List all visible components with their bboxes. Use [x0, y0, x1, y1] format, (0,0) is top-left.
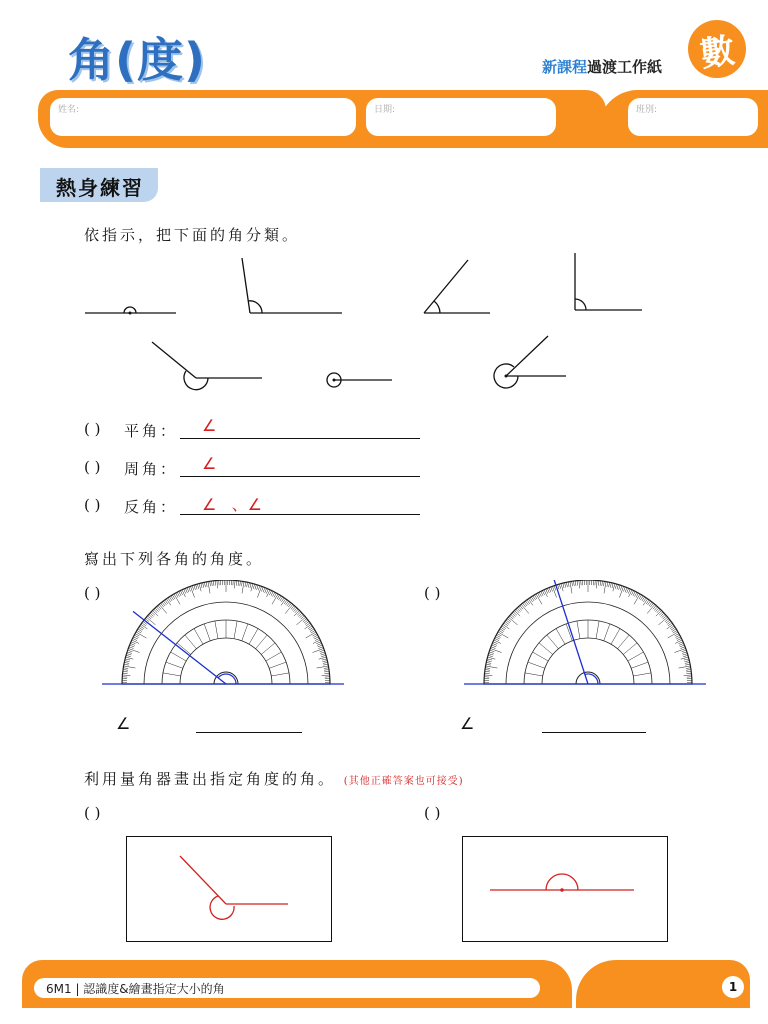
angle-obtuse-ray2: [242, 258, 250, 313]
protractor-right: [462, 580, 722, 695]
angle-reflex1-ray2: [152, 342, 196, 378]
q1-row3-answer: ∠ 、∠: [202, 495, 262, 514]
worksheet-subtitle: [542, 56, 662, 77]
q3-note: (其他正確答案也可接受): [343, 776, 464, 787]
q3-instruction-text: 利用量角器畫出指定角度的角。: [84, 770, 337, 788]
q1-angles-figure: [0, 250, 768, 400]
class-label: 班別:: [636, 105, 658, 115]
q2-left-answer-line[interactable]: [196, 712, 302, 733]
q1-row2-answer: ∠: [202, 454, 217, 473]
q1-row2-label: 周角：: [124, 460, 179, 478]
math-logo: 數: [684, 16, 750, 82]
name-label: 姓名:: [58, 105, 80, 115]
q2-left-angle-symbol: ∠: [116, 714, 131, 733]
q1-row1-paren[interactable]: ( ): [84, 420, 101, 438]
q2-right-paren[interactable]: ( ): [424, 584, 441, 602]
q1-row3-label: 反角：: [124, 498, 179, 516]
page-title: 角(度): [68, 33, 207, 87]
subtitle-rest: 過渡工作紙: [587, 58, 663, 76]
angle-reflex1-arc: [184, 371, 208, 390]
q1-row2-answer-line[interactable]: [180, 456, 420, 477]
angle-reflex2-ray2: [506, 336, 548, 376]
q3-left-paren[interactable]: ( ): [84, 804, 101, 822]
angle-acute-ray2: [424, 260, 468, 313]
q2-instruction: 寫出下列各角的角度。: [84, 550, 265, 568]
name-field[interactable]: [50, 98, 356, 136]
footer-text: 6M1 | 認識度&繪畫指定大小的角: [46, 982, 225, 996]
date-label: 日期:: [374, 105, 396, 115]
q3-instruction: [84, 768, 464, 789]
q3-left-box[interactable]: [126, 836, 332, 942]
section-label: 熱身練習: [56, 176, 144, 200]
q1-row2-paren[interactable]: ( ): [84, 458, 101, 476]
date-field[interactable]: [366, 98, 556, 136]
q1-row3-paren[interactable]: ( ): [84, 496, 101, 514]
q1-row3-answer-line[interactable]: [180, 494, 420, 515]
q2-left-paren[interactable]: ( ): [84, 584, 101, 602]
q1-row1-answer-line[interactable]: [180, 418, 420, 439]
q2-right-angle-symbol: ∠: [460, 714, 475, 733]
subtitle-highlight: 新課程: [542, 58, 588, 76]
protractor-left: [100, 580, 360, 695]
q1-row1-answer: ∠: [202, 416, 217, 435]
q2-right-answer-line[interactable]: [542, 712, 646, 733]
q1-row1-label: 平角：: [124, 422, 179, 440]
angle-right-arc: [575, 299, 586, 310]
class-field[interactable]: [628, 98, 758, 136]
q1-instruction: 依指示，把下面的角分類。: [84, 226, 301, 244]
q3-right-box[interactable]: [462, 836, 668, 942]
page-number: 1: [722, 976, 744, 998]
angle-acute-arc: [434, 301, 440, 313]
q3-right-paren[interactable]: ( ): [424, 804, 441, 822]
